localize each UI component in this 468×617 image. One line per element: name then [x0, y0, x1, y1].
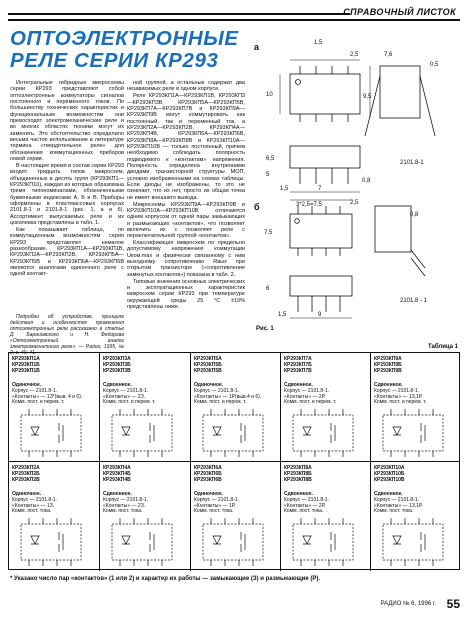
relay-schematic	[106, 518, 178, 566]
dim-label: 0,8	[410, 212, 419, 218]
dim-label: 7	[318, 186, 322, 192]
model-name: КР293КП6А	[194, 465, 222, 471]
paragraph: Реле КР293КП1А—КР293КП1В, КР293КП3—КР293КП3В, КР293КП5А—КР293КП5В, КР293КП7А—КР293КП7В и КР293КП9А—КР293КП9В могут коммутировать как постоянный, так и переменный ток, а КР293КП2А—КР293КП2В, КР293КП4А—КР293КП4В, КР293КП6А—КР293КП6В, КР293КП8А—КР293КП8В и КР293КП10А—КР293КП10В — только постоянный, причем необходимо соблюдать полярность подводимого к «контактам» напряжения. Полярность определена внутренними диодами транзисторной структуры МОП, условно изображенными на схемах таблицы. Если диоды не изображены, то это не означает, что их нет, просто их общая точка не имеет внешнего вывода.	[127, 93, 245, 201]
description-line: Сдвоенное.	[284, 491, 313, 497]
package-b-label: 2101.8 - 1	[400, 298, 428, 304]
relay-schematic	[377, 409, 449, 457]
description-line: «Контакты» — 1Р.	[194, 502, 236, 509]
dim-label: 10	[266, 92, 273, 98]
model-name: КР293КП6В	[194, 476, 222, 483]
relay-schematic	[377, 518, 449, 566]
relay-schematic	[15, 518, 87, 566]
model-name: КР293КП8В	[284, 476, 312, 483]
description-line: Сдвоенное.	[103, 491, 132, 497]
model-name: КР293КП4Б	[103, 470, 131, 477]
paragraph: ной группой, а остальные содержат два независимых реле в одном корпусе.	[127, 80, 245, 93]
package-a-label: 2101.8-1	[400, 160, 424, 166]
model-name: КР293КП7В	[284, 367, 312, 374]
model-list	[194, 466, 222, 484]
paragraph: Как показывает таблица, по коммутационным возможностям серия КР293 представляет немалое разнообразие. КР293КП1А—КР293КП1В, КР293КП2А—КР293КП2В, КР293КП5А—КР293КП5В и КР293КП6А—КР293КП6В являются аналогами одиночного реле с одной контакт-	[10, 226, 124, 278]
description-line: «Контакты» — 2З.	[103, 393, 146, 400]
description-line: Корпус — 2101.8-1.	[284, 496, 330, 503]
description-line: «Контакты» — 1Р(выв.4 и 6).	[194, 393, 262, 400]
dim-label: 6,5	[266, 156, 275, 162]
dim-label: 1,5	[314, 40, 323, 46]
figure-label-b: б	[254, 202, 260, 212]
description-line: Комм. пост. и перем. т.	[194, 399, 247, 406]
dim-label: 1,5	[280, 186, 289, 192]
model-name: КР293КП4В	[103, 476, 131, 483]
description-line: Корпус — 2101.8-1.	[12, 496, 58, 503]
table-row	[9, 462, 459, 571]
table-cell	[281, 353, 371, 461]
dim-label: 2,5	[350, 200, 359, 206]
article-title	[10, 28, 240, 72]
table-cell	[9, 353, 100, 461]
relay-schematic	[15, 409, 87, 457]
paragraph: Типовые значения основных электрических и эксплуатационных характеристик микросхем серии КР293 при температуре окружающей среды 25 °С ±10% представлены ниже.	[127, 278, 245, 311]
paragraph: В настоящее время в состав серии КР293 входят тридцать типов микросхем, объединенных в десять групп (КР293КП1—КР293КП10), каждая из которых образована тремя типономиналами, обозначенными буквенными индексами А, Б и В. Приборы оформлены в пластмассовых корпусах 2101.8-1 и 2101.8-1 (рис. 1, а и б). Ассортимент выпускаемых реле и их цоколевка представлены в табл. 1.	[10, 162, 124, 227]
model-name: КР293КП2А	[12, 465, 40, 471]
relay-schematic	[197, 409, 269, 457]
footnote: Подробно об устройстве, принципе действия и особенностях применения оптоэлектронных реле рассказано в статье Д. Барановского и Н. Федорова «Оптоэлектронный аналог электромагнитного реле». — Радио, 1995, № 2, с. 40, 41.	[10, 314, 124, 356]
title-line-1: ОПТОЭЛЕКТРОННЫЕ	[10, 27, 239, 50]
model-name: КР293КП10Б	[374, 470, 405, 477]
model-name: КР293КП2Б	[12, 470, 40, 477]
dim-label: 7,5	[264, 230, 273, 236]
description-line: Одиночное.	[12, 382, 42, 388]
model-name: КР293КП3В	[103, 367, 131, 374]
description-line: Корпус — 2101.8-1.	[103, 387, 149, 394]
model-name: КР293КП10А	[374, 465, 405, 471]
table-cell	[100, 353, 191, 461]
model-name: КР293КП3А	[103, 356, 131, 362]
table-cell	[281, 462, 371, 571]
relay-schematic	[287, 518, 359, 566]
relay-description	[12, 492, 97, 515]
description-line: Корпус — 2101.8-1.	[12, 387, 58, 394]
description-line: Корпус — 2101.8-1.	[194, 496, 240, 503]
text-column-2	[127, 80, 245, 311]
model-list	[284, 466, 312, 484]
dim-label: 3*2,5=7,5	[296, 202, 322, 208]
relay-description	[284, 492, 368, 515]
model-name: КР293КП9В	[374, 367, 402, 374]
model-name: КР293КП6Б	[194, 470, 222, 477]
table-cell	[371, 353, 459, 461]
model-list	[103, 466, 131, 484]
model-name: КР293КП5А	[194, 356, 222, 362]
table-row	[9, 353, 459, 462]
pin1-marker	[296, 80, 301, 85]
description-line: «Контакты» — 2Р.	[284, 502, 326, 509]
description-line: Корпус — 2101.8-1.	[194, 387, 240, 394]
model-name: КР293КП5Б	[194, 361, 222, 368]
package-a-body	[290, 74, 360, 114]
model-name: КР293КП8Б	[284, 470, 312, 477]
model-name: КР293КП8А	[284, 465, 312, 471]
model-list	[103, 357, 131, 375]
relay-schematic	[287, 409, 359, 457]
model-list	[284, 357, 312, 375]
header-rule	[8, 13, 350, 15]
model-list	[12, 357, 40, 375]
model-name: КР293КП7А	[284, 356, 312, 362]
description-line: «Контакты» — 2Р.	[284, 393, 326, 400]
relay-table	[8, 352, 460, 570]
model-name: КР293КП9А	[374, 356, 402, 362]
description-line: Сдвоенное.	[284, 382, 313, 388]
dim-label: 1,5	[278, 312, 287, 318]
model-list	[194, 357, 222, 375]
description-line: «Контакты» — 1З*(выв. 4 и 6).	[12, 393, 83, 400]
description-line: Корпус — 2101.8-1.	[374, 496, 420, 503]
table-caption: Таблица 1	[427, 344, 458, 350]
model-name: КР293КП9Б	[374, 361, 402, 368]
dim-label: 5	[266, 172, 270, 178]
table-cell	[191, 462, 281, 571]
relay-description	[103, 492, 188, 515]
relay-description	[374, 383, 457, 406]
description-line: Сдвоенное.	[103, 382, 132, 388]
section-label: СПРАВОЧНЫЙ ЛИСТОК	[343, 7, 456, 17]
relay-description	[12, 383, 97, 406]
dim-label: 9,5	[363, 94, 372, 100]
description-line: Корпус — 2101.8-1.	[103, 496, 149, 503]
dim-label: 2,5	[350, 52, 359, 58]
page-number: 55	[446, 597, 460, 611]
dim-label: 7,6	[384, 52, 393, 58]
model-name: КР293КП1В	[12, 367, 40, 374]
paragraph: Интегральные гибридные микросхемы серии КР293 представляют собой оптоэлектронные коммутаторы сигналов постоянного и переменного токов. По большинству технических характеристик и функциональным возможностям они превосходят электромеханические реле и во многих областях техники могут их заменить. Это обстоятельство определило весьма частое использование в литературе термина «твердотельное реле» для обозначения коммутационных приборов новой серии.	[10, 80, 124, 163]
relay-schematic	[197, 518, 269, 566]
model-name: КР293КП2В	[12, 476, 40, 483]
relay-description	[194, 383, 278, 406]
dim-label: 9	[318, 312, 322, 318]
description-line: Одиночное.	[194, 491, 224, 497]
relay-description	[103, 383, 188, 406]
model-name: КР293КП5В	[194, 367, 222, 374]
figure-label-a: а	[254, 42, 260, 52]
package-b-body	[290, 214, 352, 248]
header-bar	[8, 7, 460, 21]
table-cell	[100, 462, 191, 571]
description-line: «Контакты» — 2З.	[103, 502, 146, 509]
description-line: Комм. пост. и перем. т.	[284, 399, 337, 406]
description-line: Комм. пост. тока.	[284, 508, 324, 515]
model-name: КР293КП3Б	[103, 361, 131, 368]
model-name: КР293КП1А	[12, 356, 40, 362]
description-line: «Контакты» — 1З.	[12, 502, 55, 509]
dim-label: 6	[266, 286, 270, 292]
description-line: Комм. пост. тока.	[12, 508, 52, 515]
description-line: Комм. пост. и перем. т.	[12, 399, 65, 406]
model-name: КР293КП1Б	[12, 361, 40, 368]
table-cell	[371, 462, 459, 571]
paragraph: Микросхемы КР293КП9А—КР293КП9В и КР293КП10А—КР293КП10В отличаются одним корпусом от одной пары замыкающих и размыкающих «контактов», что позволяет включить их с позволяет реле с переключательной группой «контактов».	[127, 201, 245, 240]
magazine-issue: РАДИО № 6, 1996 г.	[380, 601, 436, 607]
relay-schematic	[106, 409, 178, 457]
description-line: Комм. пост. тока.	[194, 508, 234, 515]
description-line: Одиночное.	[12, 491, 42, 497]
dim-label: 0,5	[430, 62, 439, 68]
description-line: Комм. пост. тока.	[103, 508, 143, 515]
model-list	[12, 466, 40, 484]
description-line: Корпус — 2101.8-1.	[284, 387, 330, 394]
description-line: Корпус — 2101.8-1.	[374, 387, 420, 394]
text-column-1	[10, 80, 124, 278]
description-line: «Контакты» — 1З,1Р.	[374, 393, 423, 400]
table-cell	[191, 353, 281, 461]
package-drawing	[250, 36, 458, 322]
bottom-note: * Указано число пар «контактов» (1 или 2) и характер их работы — замыкающие (З) и размыкающие (Р).	[10, 576, 320, 582]
model-name: КР293КП7Б	[284, 361, 312, 368]
model-list	[374, 466, 405, 484]
figure-caption: Рис. 1	[256, 326, 274, 332]
description-line: Одиночное.	[194, 382, 224, 388]
table-cell	[9, 462, 100, 571]
model-name: КР293КП4А	[103, 465, 131, 471]
relay-description	[284, 383, 368, 406]
title-line-2: РЕЛЕ СЕРИИ КР293	[10, 49, 219, 72]
description-line: Комм. пост. и перем. т.	[374, 399, 427, 406]
model-name: КР293КП10В	[374, 476, 405, 483]
description-line: «Контакты» — 1З,1Р.	[374, 502, 423, 509]
model-list	[374, 357, 402, 375]
dim-label: 0,8	[362, 178, 371, 184]
description-line: Комм. пост. тока.	[374, 508, 414, 515]
paragraph: Классификация микросхем по предельно допустимому напряжению коммутации Uком.max и физически связанному с ним выходному сопротивлению Rвых при открытом транзисторе («сопротивление замкнутых контактов») показана в табл. 2.	[127, 240, 245, 278]
description-line: Сдвоенное.	[374, 382, 403, 388]
relay-description	[194, 492, 278, 515]
relay-description	[374, 492, 457, 515]
description-line: Сдвоенное.	[374, 491, 403, 497]
description-line: Комм. пост. и перем. т.	[103, 399, 156, 406]
